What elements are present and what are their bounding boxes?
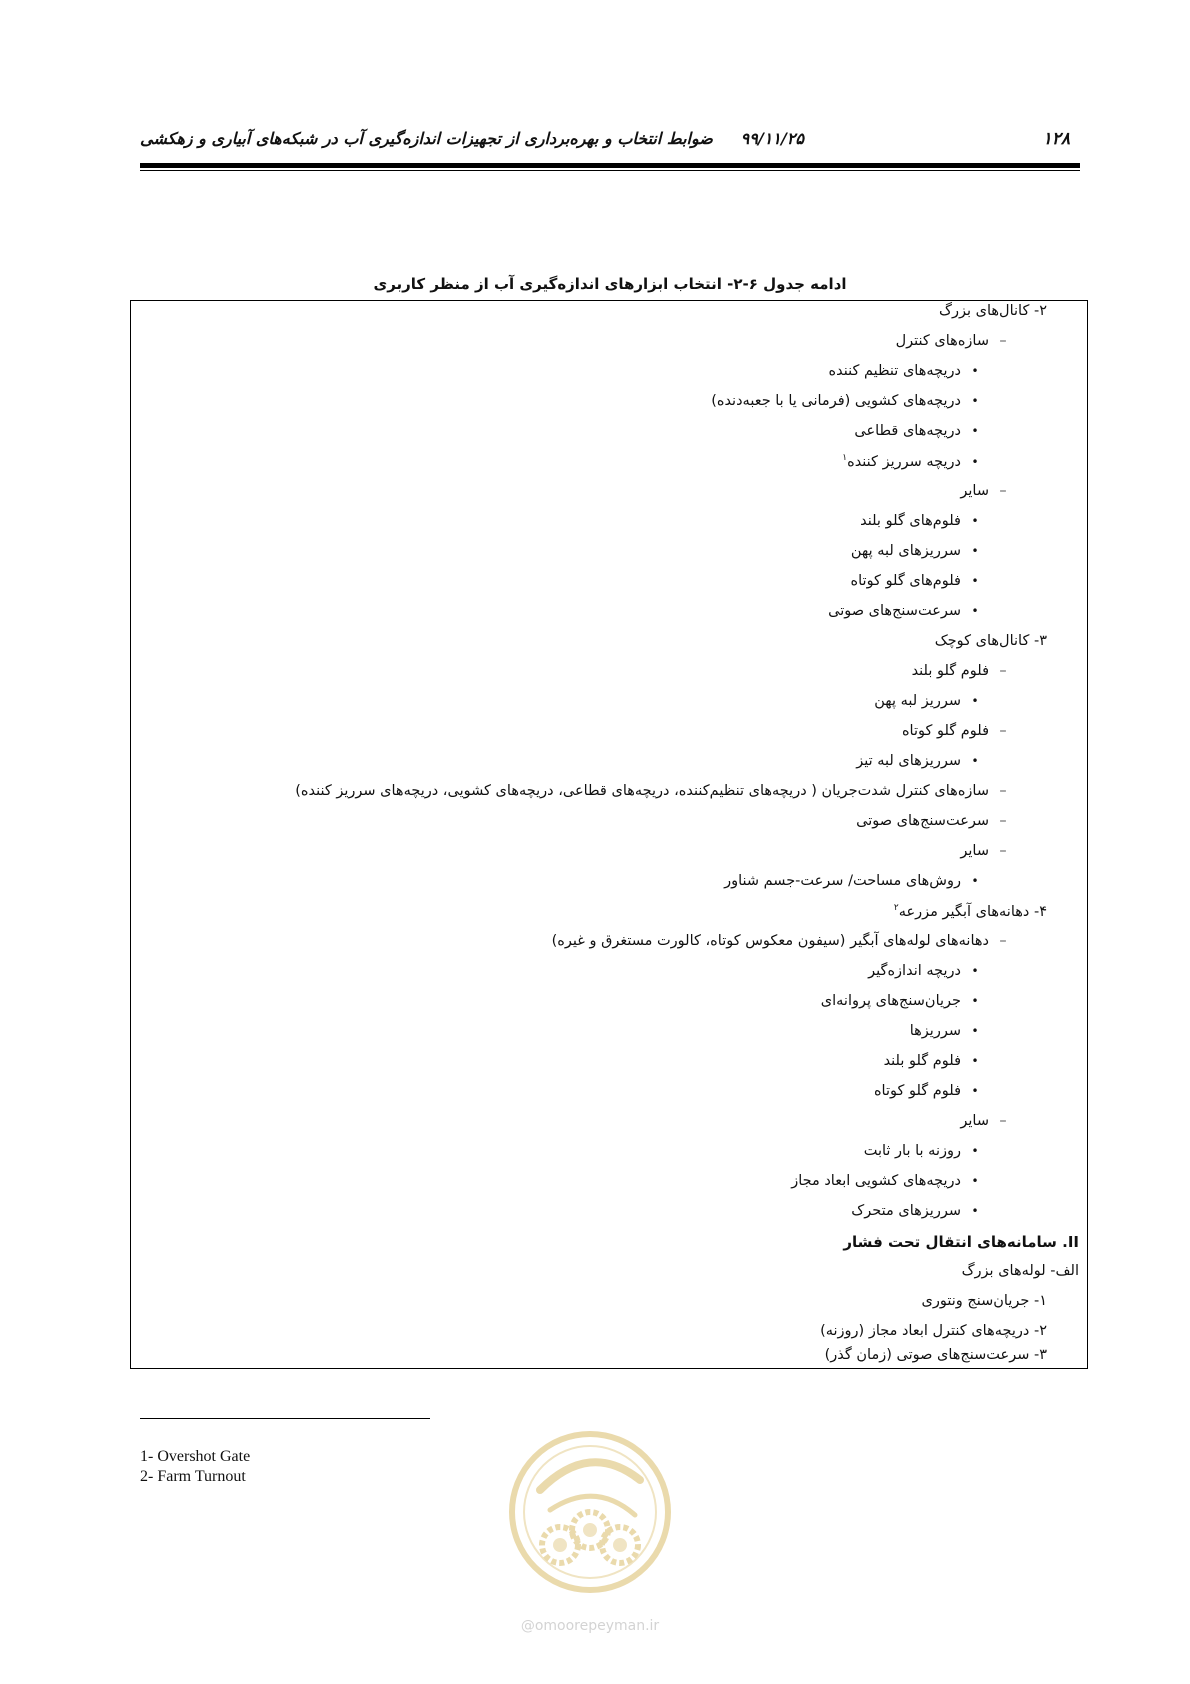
bullet-marker: • (971, 544, 979, 558)
bullet-marker: • (971, 1024, 979, 1038)
dash-marker: – (999, 1113, 1007, 1129)
dash-marker: – (999, 843, 1007, 859)
table-caption: ادامه جدول ۶-۲- انتخاب ابزارهای اندازه‌گیری آب از منظر کاربری (373, 275, 847, 293)
table-line: –سایر (960, 1113, 1017, 1129)
dash-marker: – (999, 933, 1007, 949)
table-line: –سرعت‌سنج‌های صوتی (856, 813, 1017, 829)
table-line: •سرعت‌سنج‌های صوتی (828, 603, 989, 619)
bullet-marker: • (971, 424, 979, 438)
table-line: –سازه‌های کنترل شدت‌جریان ( دریچه‌های تنظیم‌کننده، دریچه‌های قطاعی، دریچه‌های کشویی، دریچه‌های سرریز کننده) (295, 783, 1017, 799)
section-heading: II. سامانه‌های انتقال تحت فشار (843, 1233, 1079, 1251)
table-line: ۴- دهانه‌های آبگیر مزرعه$^۲$ (893, 903, 1047, 920)
footnote-ref: ۱ (842, 453, 848, 463)
bullet-marker: • (971, 1174, 979, 1188)
bullet-marker: • (971, 364, 979, 378)
table-line: •فلوم‌های گلو بلند (860, 513, 989, 529)
table-line: •فلوم‌های گلو کوتاه (851, 573, 989, 589)
running-title (140, 129, 804, 148)
dash-marker: – (999, 333, 1007, 349)
table-line: ۱- جریان‌سنج ونتوری (921, 1293, 1047, 1309)
footnotes (140, 1447, 250, 1487)
dash-marker: – (999, 813, 1007, 829)
bullet-marker: • (971, 1144, 979, 1158)
table-line: ۲- دریچه‌های کنترل ابعاد مجاز (روزنه) (820, 1323, 1047, 1339)
table-line: •فلوم گلو بلند (884, 1053, 989, 1069)
bullet-marker: • (971, 964, 979, 978)
table-line: الف- لوله‌های بزرگ (961, 1263, 1079, 1279)
table-line: ۳- کانال‌های کوچک (934, 633, 1047, 649)
table-line: •سرریزهای لبه تیز (856, 753, 989, 769)
watermark-url: @omoorepeyman.ir (520, 1618, 660, 1634)
table-line: –فلوم گلو کوتاه (902, 723, 1017, 739)
dash-marker: – (999, 783, 1007, 799)
document-title: ضوابط انتخاب و بهره‌برداری از تجهیزات اندازه‌گیری آب در شبکه‌های آبیاری و زهکشی (140, 129, 713, 148)
running-header (140, 125, 1080, 153)
footnote-rule (140, 1418, 430, 1419)
table-line: •دریچه سرریز کننده$^۱$ (842, 453, 989, 470)
bullet-marker: • (971, 994, 979, 1008)
bullet-marker: • (971, 604, 979, 618)
header-rule-thin (140, 170, 1080, 171)
dash-marker: – (999, 663, 1007, 679)
footnote-1: 1- Overshot Gate (140, 1448, 251, 1465)
bullet-marker: • (971, 454, 979, 469)
bullet-marker: • (971, 1084, 979, 1098)
footnote-2: 2- Farm Turnout (140, 1468, 246, 1485)
bullet-marker: • (971, 574, 979, 588)
dash-marker: – (999, 483, 1007, 499)
table-line: •سرریز لبه پهن (874, 693, 989, 709)
watermark-seal-icon (500, 1420, 680, 1640)
table-line: –سازه‌های کنترل (896, 333, 1017, 349)
page-number: ۱۲۸ (1042, 129, 1070, 149)
bullet-marker: • (971, 694, 979, 708)
table-line: •دریچه‌های کشویی ابعاد مجاز (791, 1173, 989, 1189)
header-rule-thick (140, 163, 1080, 168)
table-line: •سرریزها (910, 1023, 989, 1039)
footnote-ref: ۲ (893, 903, 899, 913)
table-line: •فلوم گلو کوتاه (874, 1083, 989, 1099)
bullet-marker: • (971, 874, 979, 888)
table-box (130, 300, 1088, 1369)
table-line: •دریچه‌های قطاعی (854, 423, 989, 439)
table-line: •دریچه اندازه‌گیر (868, 963, 989, 979)
bullet-marker: • (971, 1204, 979, 1218)
table-line: •جریان‌سنج‌های پروانه‌ای (821, 993, 989, 1009)
table-line: •سرریزهای متحرک (851, 1203, 989, 1219)
table-line: •دریچه‌های تنظیم کننده (829, 363, 989, 379)
table-line: ۳- سرعت‌سنج‌های صوتی (زمان گذر) (824, 1347, 1047, 1363)
bullet-marker: • (971, 754, 979, 768)
table-line: •روش‌های مساحت/ سرعت-جسم شناور (724, 873, 989, 889)
document-code: ۹۹/۱۱/۲۵ (740, 129, 804, 148)
table-line: –سایر (960, 843, 1017, 859)
bullet-marker: • (971, 394, 979, 408)
bullet-marker: • (971, 1054, 979, 1068)
dash-marker: – (999, 723, 1007, 739)
table-line: –سایر (960, 483, 1017, 499)
watermark-logo (500, 1420, 680, 1640)
table-line: •روزنه با بار ثابت (864, 1143, 989, 1159)
table-line: –دهانه‌های لوله‌های آبگیر (سیفون معکوس کوتاه، کالورت مستغرق و غیره) (552, 933, 1017, 949)
table-line: •دریچه‌های کشویی (فرمانی یا با جعبه‌دنده) (711, 393, 989, 409)
table-line: –فلوم گلو بلند (912, 663, 1017, 679)
table-line: •سرریزهای لبه پهن (851, 543, 989, 559)
bullet-marker: • (971, 514, 979, 528)
table-line: ۲- کانال‌های بزرگ (939, 303, 1047, 319)
